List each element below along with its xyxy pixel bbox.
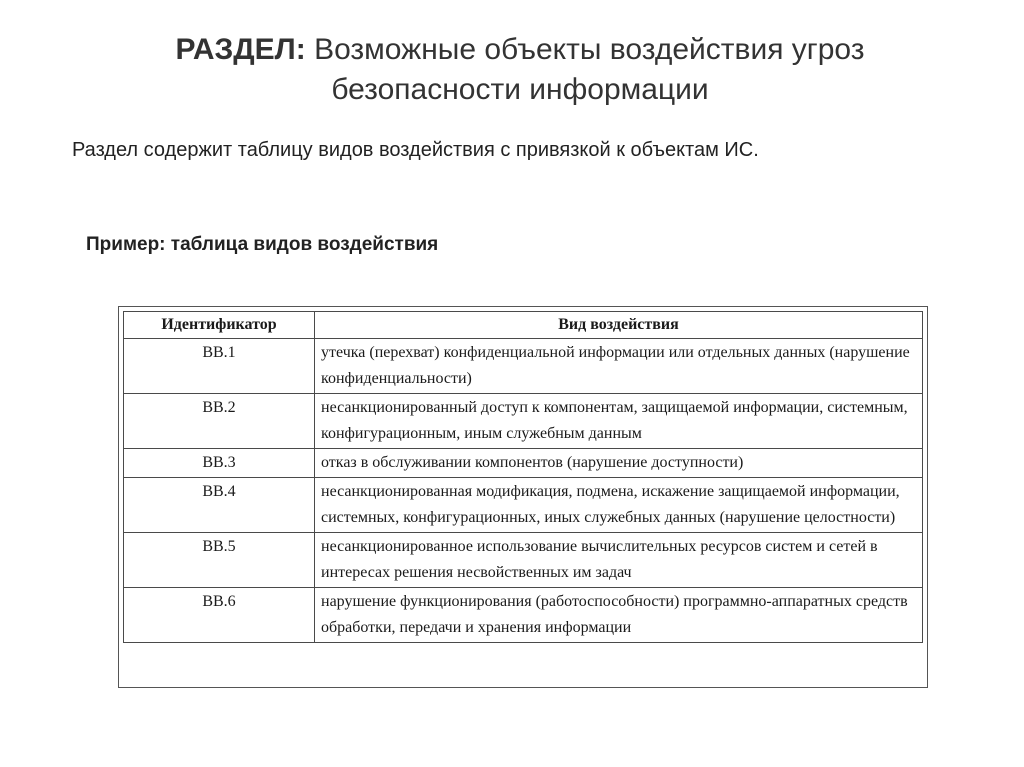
row-description: несанкционированная модификация, подмена, искажение защищаемой информации, системных, конфигурационных, иных служебных данных (нарушение целостности) <box>315 478 923 533</box>
table-row <box>124 394 923 449</box>
row-description: нарушение функционирования (работоспособности) программно-аппаратных средств обработки, передачи и хранения информации <box>315 588 923 643</box>
header-identifier: Идентификатор <box>124 312 315 339</box>
impact-types-table <box>123 311 923 643</box>
row-description: несанкционированный доступ к компонентам, защищаемой информации, системным, конфигурационным, иным служебным данным <box>315 394 923 449</box>
row-identifier: ВВ.3 <box>124 449 315 478</box>
table-container <box>118 306 928 688</box>
slide-subtitle: Раздел содержит таблицу видов воздействия с привязкой к объектам ИС. <box>72 139 759 161</box>
row-identifier: ВВ.4 <box>124 478 315 533</box>
table-row <box>124 478 923 533</box>
table-row <box>124 588 923 643</box>
row-identifier: ВВ.2 <box>124 394 315 449</box>
row-description: несанкционированное использование вычислительных ресурсов систем и сетей в интересах решения несвойственных им задач <box>315 533 923 588</box>
slide-title <box>110 30 930 110</box>
slide-title-prefix: РАЗДЕЛ: <box>175 33 306 66</box>
row-identifier: ВВ.6 <box>124 588 315 643</box>
slide-title-text: Возможные объекты воздействия угроз безопасности информации <box>305 33 865 106</box>
example-heading: Пример: таблица видов воздействия <box>86 234 439 255</box>
row-identifier: ВВ.5 <box>124 533 315 588</box>
row-description: утечка (перехват) конфиденциальной информации или отдельных данных (нарушение конфиденциальности) <box>315 339 923 394</box>
row-identifier: ВВ.1 <box>124 339 315 394</box>
table-row <box>124 339 923 394</box>
header-impact-type: Вид воздействия <box>315 312 923 339</box>
row-description: отказ в обслуживании компонентов (нарушение доступности) <box>315 449 923 478</box>
table-row <box>124 449 923 478</box>
table-header-row <box>124 312 923 339</box>
table-row <box>124 533 923 588</box>
